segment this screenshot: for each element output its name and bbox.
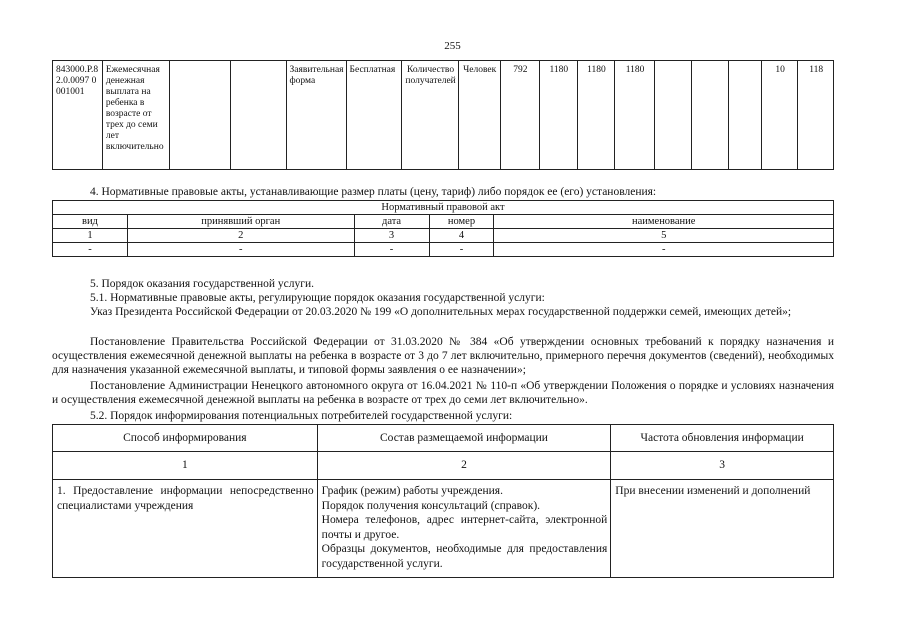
column-header: дата xyxy=(354,215,429,229)
service-value-4: 10 xyxy=(762,61,798,170)
column-number: 1 xyxy=(53,229,128,243)
table-row xyxy=(53,201,834,215)
table-header-row xyxy=(53,425,834,452)
column-header: Способ информирования xyxy=(53,425,318,452)
service-value-2: 1180 xyxy=(577,61,615,170)
content-line: График (режим) работы учреждения. xyxy=(321,485,503,497)
table-row xyxy=(53,243,834,257)
column-header: принявший орган xyxy=(127,215,354,229)
service-name: Ежемесячная денежная выплата на ребенка в возрасте от трех до семи лет включительно xyxy=(102,61,169,170)
section-5-heading: 5. Порядок оказания государственной услуги. xyxy=(90,278,314,290)
content-line: Образцы документов, необходимые для предоставления государственной услуги. xyxy=(321,543,608,570)
informing-content xyxy=(317,480,611,578)
column-header: Частота обновления информации xyxy=(611,425,834,452)
service-form: Заявительная форма xyxy=(286,61,346,170)
table-cell: - xyxy=(494,243,834,257)
service-value-5: 118 xyxy=(798,61,834,170)
legal-act-paragraph: Постановление Администрации Ненецкого автономного округа от 16.04.2021 № 110-п «Об утверждении Положения о порядке и условиях назначения и осуществления ежемесячной денежной выплаты на ребенка в возрасте от трех до семи лет включительно». xyxy=(52,380,834,406)
table-cell: - xyxy=(127,243,354,257)
acts-table-title: Нормативный правовой акт xyxy=(53,201,834,215)
column-number: 1 xyxy=(53,452,318,480)
table-row xyxy=(53,452,834,480)
table-row xyxy=(53,480,834,578)
column-header: наименование xyxy=(494,215,834,229)
table-cell: - xyxy=(354,243,429,257)
column-number: 3 xyxy=(611,452,834,480)
service-value-3: 1180 xyxy=(615,61,655,170)
column-number: 2 xyxy=(317,452,611,480)
content-line: Порядок получения консультаций (справок). xyxy=(321,499,541,512)
service-value-1: 1180 xyxy=(540,61,578,170)
section-5-1-heading: 5.1. Нормативные правовые акты, регулирующие порядок оказания государственной услуги: xyxy=(90,292,545,304)
column-number: 5 xyxy=(494,229,834,243)
column-header: вид xyxy=(53,215,128,229)
column-number: 4 xyxy=(429,229,494,243)
table-row xyxy=(53,229,834,243)
legal-act-paragraph: Постановление Правительства Российской Федерации от 31.03.2020 № 384 «Об утверждении основных требований к порядку назначения и осуществления ежемесячной денежной выплаты на ребенка в возрасте от 3 до 7 лет включительно, примерного перечня документов (сведений), необходимых для назначения указанной ежемесячной выплаты, и типовой формы заявления о ее назначении»; xyxy=(52,336,834,376)
service-payment: Бесплатная xyxy=(346,61,402,170)
section-4-heading: 4. Нормативные правовые акты, устанавливающие размер платы (цену, тариф) либо порядок ее (его) установления: xyxy=(90,186,657,198)
service-volume-table xyxy=(52,60,834,170)
column-header: Состав размещаемой информации xyxy=(317,425,611,452)
column-number: 2 xyxy=(127,229,354,243)
service-okei: 792 xyxy=(500,61,539,170)
informing-frequency: При внесении изменений и дополнений xyxy=(611,480,834,578)
page-number: 255 xyxy=(444,40,461,52)
table-row xyxy=(53,61,834,170)
legal-act-paragraph: Указ Президента Российской Федерации от 20.03.2020 № 199 «О дополнительных мерах государственной поддержки семей, имеющих детей»; xyxy=(90,306,792,318)
informing-table xyxy=(52,424,834,578)
table-header-row xyxy=(53,215,834,229)
service-code: 843000.Р.82.0.0097 0001001 xyxy=(53,61,103,170)
section-5-2-heading: 5.2. Порядок информирования потенциальных потребителей государственной услуги: xyxy=(90,410,513,422)
content-line: Номера телефонов, адрес интернет-сайта, электронной почты и другое. xyxy=(321,514,608,541)
legal-acts-table xyxy=(52,200,834,257)
service-unit: Человек xyxy=(458,61,500,170)
table-cell: - xyxy=(53,243,128,257)
column-number: 3 xyxy=(354,229,429,243)
service-indicator: Количество получателей xyxy=(402,61,458,170)
informing-method: 1. Предоставление информации непосредственно специалистами учреждения xyxy=(53,480,318,578)
column-header: номер xyxy=(429,215,494,229)
table-cell: - xyxy=(429,243,494,257)
